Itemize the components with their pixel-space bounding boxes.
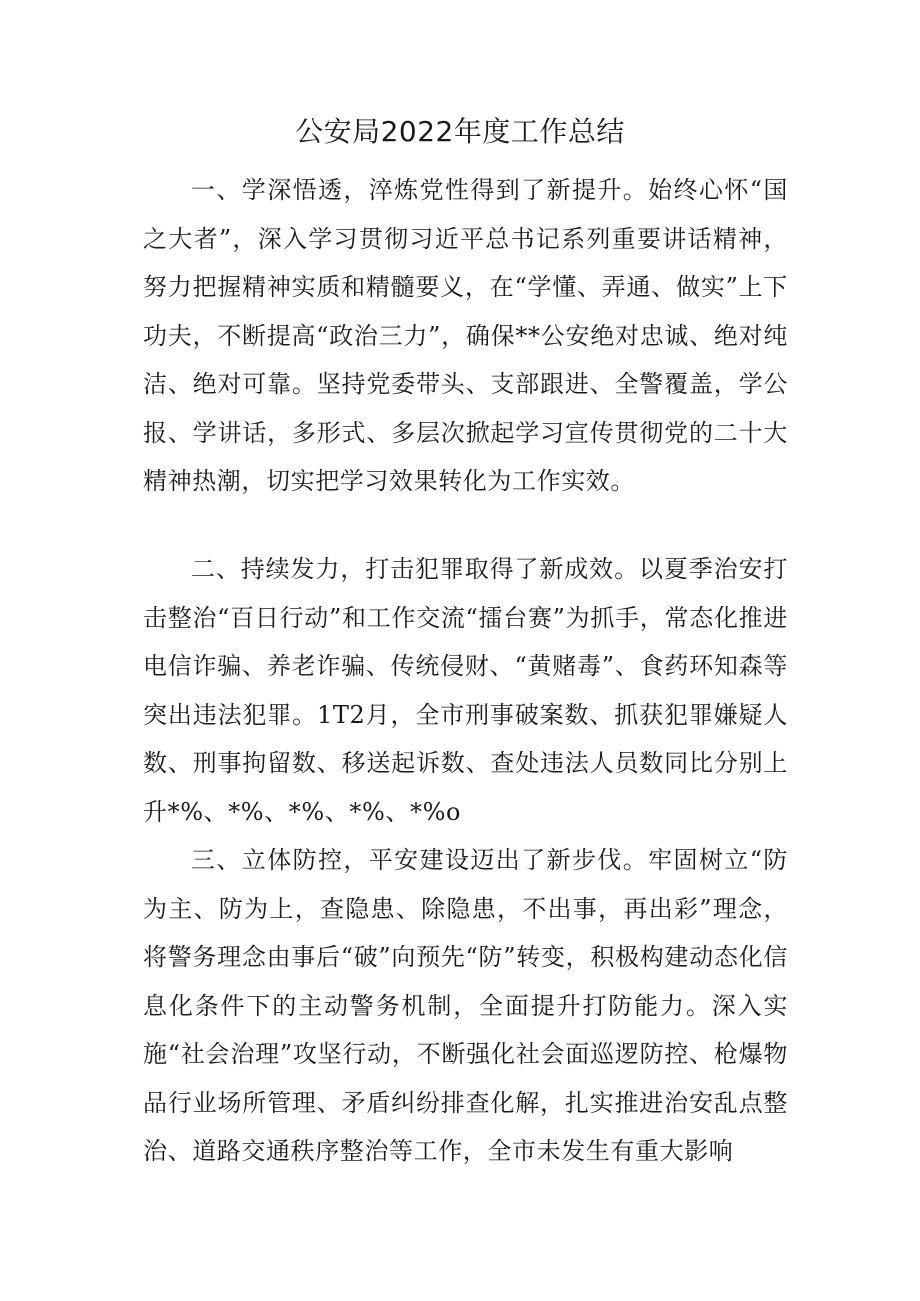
paragraph-prevention-control: 三、立体防控，平安建设迈出了新步伐。牢固树立“防为主、防为上，查隐患、除隐患，不出事，再出彩”理念，将警务理念由事后“破”向预先“防”转变，积极构建动态化信息化条件下的主动警务机制，全面提升打防能力。深入实施“社会治理”攻坚行动，不断强化社会面巡逻防控、枪爆物品行业场所管理、矛盾纠纷排查化解，扎实推进治安乱点整治、道路交通秩序整治等工作，全市未发生有重大影响 <box>143 846 788 1165</box>
paragraph-crime-fighting: 二、持续发力，打击犯罪取得了新成效。以夏季治安打击整治“百日行动”和工作交流“擂台赛”为抓手，常态化推进电信诈骗、养老诈骗、传统侵财、“黄赌毒”、食药环知森等突出违法犯罪。1T2月，全市刑事破案数、抓获犯罪嫌疑人数、刑事拘留数、移送起诉数、查处违法人员数同比分别上升*%、*%、*%、*%、*%o <box>143 555 788 826</box>
document-title: 公安局2022年度工作总结 <box>295 115 625 148</box>
paragraph-learning: 一、学深悟透，淬炼党性得到了新提升。始终心怀“国之大者”，深入学习贯彻习近平总书记系列重要讲话精神，努力把握精神实质和精髓要义，在“学懂、弄通、做实”上下功夫，不断提高“政治三力”，确保**公安绝对忠诚、绝对纯洁、绝对可靠。坚持党委带头、支部跟进、全警覆盖，学公报、学讲话，多形式、多层次掀起学习宣传贯彻党的二十大精神热潮，切实把学习效果转化为工作实效。 <box>143 176 788 495</box>
